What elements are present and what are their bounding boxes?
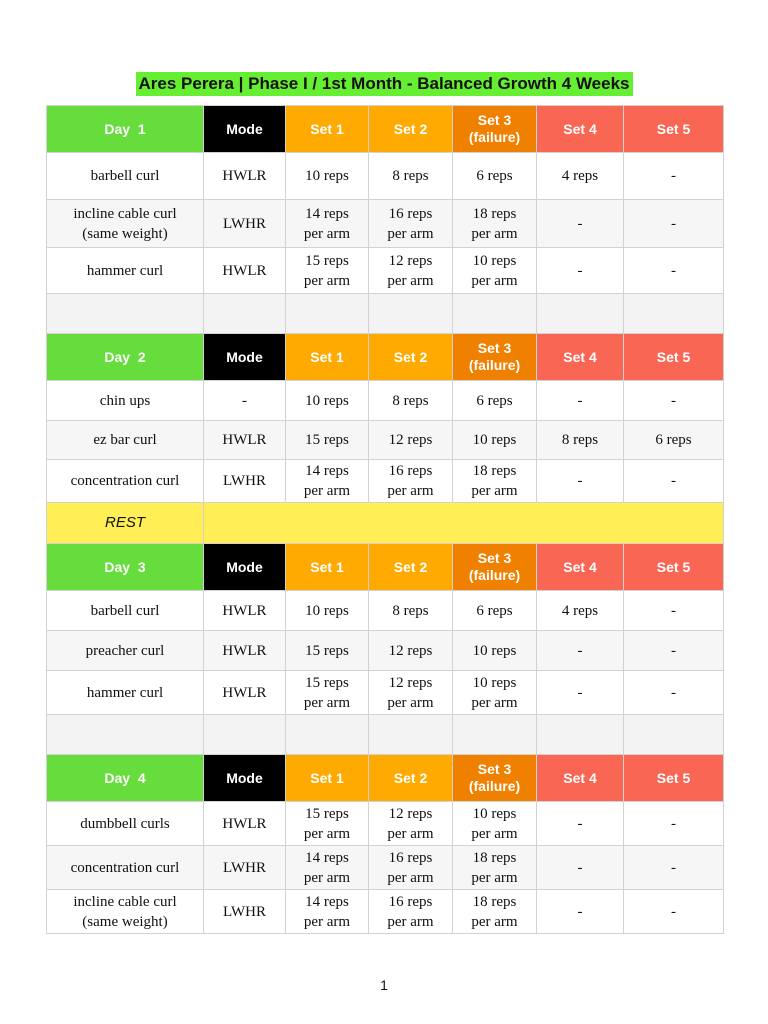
mode-header: Mode bbox=[204, 106, 286, 153]
set3-value bbox=[453, 421, 537, 460]
table-row bbox=[47, 200, 724, 248]
cell-text: 10 reps bbox=[472, 252, 517, 269]
empty-cell bbox=[204, 294, 286, 334]
set5-value bbox=[624, 846, 724, 890]
set3-value bbox=[453, 890, 537, 934]
exercise-name bbox=[47, 802, 204, 846]
set3-value bbox=[453, 631, 537, 671]
cell-text: 10 reps bbox=[472, 432, 517, 448]
empty-cell bbox=[624, 294, 724, 334]
cell-text: barbell curl bbox=[90, 168, 160, 184]
mode-value: HWLR bbox=[204, 421, 286, 460]
day-label: Day 2 bbox=[47, 334, 204, 381]
cell-text: per arm bbox=[303, 483, 351, 499]
cell-text: 10 reps bbox=[472, 805, 517, 822]
set3-header-label: Set 3 bbox=[477, 340, 512, 356]
cell-text: 18 reps bbox=[472, 849, 517, 866]
cell-text: per arm bbox=[303, 272, 351, 289]
set4-value bbox=[537, 631, 624, 671]
set4-value bbox=[537, 671, 624, 715]
cell-text: - bbox=[671, 815, 676, 832]
cell-text: 14 reps bbox=[305, 849, 349, 866]
set2-value bbox=[369, 631, 453, 671]
cell-text: - bbox=[577, 859, 583, 876]
cell-text: - bbox=[671, 859, 676, 876]
cell-text: chin ups bbox=[99, 392, 151, 409]
set1-value bbox=[286, 846, 369, 890]
set1-header: Set 1 bbox=[286, 544, 369, 591]
cell-text: per arm bbox=[471, 825, 518, 842]
set1-value bbox=[286, 890, 369, 934]
set5-header: Set 5 bbox=[624, 755, 724, 802]
set4-header: Set 4 bbox=[537, 106, 624, 153]
cell-text: 15 reps bbox=[305, 252, 349, 269]
set4-value bbox=[537, 200, 624, 248]
mode-header: Mode bbox=[204, 334, 286, 381]
set3-failure-label: (failure) bbox=[468, 129, 521, 145]
set5-header: Set 5 bbox=[624, 106, 724, 153]
mode-value: HWLR bbox=[204, 631, 286, 671]
day-header-row bbox=[47, 755, 724, 802]
exercise-name bbox=[47, 421, 204, 460]
mode-value: HWLR bbox=[204, 671, 286, 715]
table-row bbox=[47, 671, 724, 715]
table-row bbox=[47, 890, 724, 934]
set3-value bbox=[453, 846, 537, 890]
cell-text: per arm bbox=[303, 869, 351, 886]
cell-text: 18 reps bbox=[472, 463, 517, 479]
table-row bbox=[47, 631, 724, 671]
set3-value bbox=[453, 460, 537, 503]
cell-text: 14 reps bbox=[305, 893, 349, 910]
cell-text: 15 reps bbox=[305, 674, 349, 691]
cell-text: 14 reps bbox=[305, 205, 349, 222]
cell-text: - bbox=[671, 215, 676, 232]
cell-text: 10 reps bbox=[472, 642, 517, 659]
set2-value bbox=[369, 153, 453, 200]
set3-failure-label: (failure) bbox=[468, 567, 521, 583]
empty-cell bbox=[537, 715, 624, 755]
cell-text: 10 reps bbox=[305, 168, 349, 184]
set4-value bbox=[537, 846, 624, 890]
cell-text: 16 reps bbox=[388, 205, 433, 222]
cell-text: preacher curl bbox=[85, 642, 165, 659]
set1-value bbox=[286, 200, 369, 248]
set5-value bbox=[624, 671, 724, 715]
cell-text: 16 reps bbox=[388, 893, 433, 910]
cell-text: - bbox=[577, 392, 583, 409]
set2-value bbox=[369, 248, 453, 294]
exercise-name bbox=[47, 591, 204, 631]
cell-text: 6 reps bbox=[476, 602, 513, 619]
set4-value bbox=[537, 421, 624, 460]
mode-value: LWHR bbox=[204, 846, 286, 890]
set5-value bbox=[624, 460, 724, 503]
cell-text: 12 reps bbox=[388, 252, 433, 269]
cell-text: dumbbell curls bbox=[80, 815, 170, 832]
empty-cell bbox=[47, 294, 204, 334]
cell-text: incline cable curl bbox=[73, 205, 177, 222]
mode-value: HWLR bbox=[204, 248, 286, 294]
exercise-name bbox=[47, 631, 204, 671]
set2-value bbox=[369, 671, 453, 715]
set4-value bbox=[537, 460, 624, 503]
mode-value: LWHR bbox=[204, 890, 286, 934]
cell-text: 16 reps bbox=[388, 463, 433, 479]
cell-text: hammer curl bbox=[86, 684, 164, 701]
set3-failure-label: (failure) bbox=[468, 778, 521, 794]
set1-value bbox=[286, 631, 369, 671]
exercise-name bbox=[47, 671, 204, 715]
set4-header: Set 4 bbox=[537, 544, 624, 591]
set2-header: Set 2 bbox=[369, 106, 453, 153]
cell-text: per arm bbox=[471, 869, 518, 886]
cell-text: (same weight) bbox=[82, 913, 168, 930]
set5-value bbox=[624, 890, 724, 934]
cell-text: - bbox=[577, 815, 583, 832]
set4-value bbox=[537, 381, 624, 421]
empty-cell bbox=[47, 715, 204, 755]
set1-value bbox=[286, 591, 369, 631]
set3-header bbox=[453, 106, 537, 153]
workout-table bbox=[46, 105, 724, 934]
table-row bbox=[47, 248, 724, 294]
empty-cell bbox=[453, 294, 537, 334]
day-label: Day 1 bbox=[47, 106, 204, 153]
cell-text: incline cable curl bbox=[73, 893, 177, 910]
table-row bbox=[47, 802, 724, 846]
cell-text: 4 reps bbox=[561, 602, 599, 619]
set2-header: Set 2 bbox=[369, 755, 453, 802]
cell-text: per arm bbox=[387, 225, 434, 242]
cell-text: - bbox=[671, 602, 676, 619]
empty-cell bbox=[286, 294, 369, 334]
cell-text: 12 reps bbox=[388, 805, 433, 822]
set2-value bbox=[369, 381, 453, 421]
cell-text: 12 reps bbox=[388, 642, 433, 659]
cell-text: 8 reps bbox=[561, 432, 599, 448]
set1-header: Set 1 bbox=[286, 106, 369, 153]
table-row bbox=[47, 381, 724, 421]
set3-value bbox=[453, 381, 537, 421]
exercise-name bbox=[47, 153, 204, 200]
set2-value bbox=[369, 200, 453, 248]
set5-header: Set 5 bbox=[624, 544, 724, 591]
cell-text: 12 reps bbox=[388, 432, 433, 448]
cell-text: 18 reps bbox=[472, 205, 517, 222]
set5-value bbox=[624, 802, 724, 846]
set4-value bbox=[537, 153, 624, 200]
exercise-name bbox=[47, 381, 204, 421]
exercise-name bbox=[47, 890, 204, 934]
empty-cell bbox=[286, 715, 369, 755]
cell-text: 18 reps bbox=[472, 893, 517, 910]
empty-cell bbox=[453, 715, 537, 755]
set2-value bbox=[369, 890, 453, 934]
rest-fill bbox=[204, 503, 724, 544]
cell-text: 6 reps bbox=[476, 392, 513, 409]
cell-text: 15 reps bbox=[305, 432, 349, 448]
cell-text: - bbox=[671, 262, 676, 279]
set5-value bbox=[624, 381, 724, 421]
blank-row bbox=[47, 294, 724, 334]
cell-text: 15 reps bbox=[305, 642, 349, 659]
cell-text: 8 reps bbox=[392, 168, 429, 184]
set5-value bbox=[624, 591, 724, 631]
day-header-row bbox=[47, 544, 724, 591]
set5-value bbox=[624, 248, 724, 294]
mode-value: HWLR bbox=[204, 591, 286, 631]
cell-text: hammer curl bbox=[86, 262, 164, 279]
cell-text: - bbox=[671, 473, 676, 489]
cell-text: - bbox=[577, 642, 583, 659]
cell-text: per arm bbox=[387, 694, 434, 711]
set3-value bbox=[453, 153, 537, 200]
cell-text: 6 reps bbox=[476, 168, 513, 184]
blank-row bbox=[47, 715, 724, 755]
cell-text: 4 reps bbox=[561, 168, 599, 184]
cell-text: per arm bbox=[387, 483, 434, 499]
cell-text: per arm bbox=[387, 913, 434, 930]
set3-value bbox=[453, 591, 537, 631]
set4-value bbox=[537, 591, 624, 631]
cell-text: concentration curl bbox=[70, 859, 180, 876]
cell-text: - bbox=[577, 903, 583, 920]
cell-text: - bbox=[671, 168, 676, 184]
day-header-row bbox=[47, 334, 724, 381]
cell-text: - bbox=[577, 473, 583, 489]
set1-value bbox=[286, 421, 369, 460]
cell-text: (same weight) bbox=[82, 225, 168, 242]
cell-text: per arm bbox=[303, 225, 351, 242]
cell-text: 12 reps bbox=[388, 674, 433, 691]
cell-text: per arm bbox=[387, 869, 434, 886]
set3-value bbox=[453, 200, 537, 248]
cell-text: 16 reps bbox=[388, 849, 433, 866]
cell-text: per arm bbox=[387, 825, 434, 842]
set2-value bbox=[369, 802, 453, 846]
exercise-name bbox=[47, 200, 204, 248]
day-label: Day 4 bbox=[47, 755, 204, 802]
cell-text: per arm bbox=[303, 694, 351, 711]
cell-text: per arm bbox=[387, 272, 434, 289]
cell-text: 15 reps bbox=[305, 805, 349, 822]
page-title: Ares Perera | Phase I / 1st Month - Balanced Growth 4 Weeks bbox=[136, 72, 633, 96]
mode-value: HWLR bbox=[204, 153, 286, 200]
cell-text: barbell curl bbox=[90, 602, 160, 619]
set3-header-label: Set 3 bbox=[477, 761, 512, 777]
set3-header bbox=[453, 334, 537, 381]
cell-text: 10 reps bbox=[305, 602, 349, 619]
mode-value: - bbox=[204, 381, 286, 421]
day-header-row bbox=[47, 106, 724, 153]
set2-value bbox=[369, 591, 453, 631]
exercise-name bbox=[47, 460, 204, 503]
set5-value bbox=[624, 421, 724, 460]
set1-header: Set 1 bbox=[286, 334, 369, 381]
set2-value bbox=[369, 421, 453, 460]
set5-value bbox=[624, 200, 724, 248]
set3-header-label: Set 3 bbox=[477, 112, 512, 128]
empty-cell bbox=[537, 294, 624, 334]
cell-text: - bbox=[671, 642, 676, 659]
set3-value bbox=[453, 802, 537, 846]
cell-text: per arm bbox=[303, 913, 351, 930]
set1-value bbox=[286, 248, 369, 294]
set4-value bbox=[537, 802, 624, 846]
set3-value bbox=[453, 671, 537, 715]
cell-text: - bbox=[671, 684, 676, 701]
exercise-name bbox=[47, 248, 204, 294]
exercise-name bbox=[47, 846, 204, 890]
set1-value bbox=[286, 802, 369, 846]
page-number: 1 bbox=[380, 977, 388, 993]
cell-text: - bbox=[671, 903, 676, 920]
rest-row bbox=[47, 503, 724, 544]
set5-value bbox=[624, 153, 724, 200]
set1-value bbox=[286, 153, 369, 200]
table-row bbox=[47, 153, 724, 200]
set1-value bbox=[286, 671, 369, 715]
rest-label: REST bbox=[47, 503, 204, 544]
cell-text: per arm bbox=[471, 225, 518, 242]
mode-value: LWHR bbox=[204, 460, 286, 503]
set5-header: Set 5 bbox=[624, 334, 724, 381]
set4-header: Set 4 bbox=[537, 334, 624, 381]
cell-text: - bbox=[577, 215, 583, 232]
cell-text: per arm bbox=[471, 694, 518, 711]
cell-text: - bbox=[577, 684, 583, 701]
set1-value bbox=[286, 460, 369, 503]
day-label: Day 3 bbox=[47, 544, 204, 591]
cell-text: concentration curl bbox=[70, 473, 180, 489]
set4-header: Set 4 bbox=[537, 755, 624, 802]
mode-header: Mode bbox=[204, 544, 286, 591]
cell-text: 10 reps bbox=[305, 392, 349, 409]
set3-failure-label: (failure) bbox=[468, 357, 521, 373]
set2-value bbox=[369, 460, 453, 503]
mode-header: Mode bbox=[204, 755, 286, 802]
cell-text: 6 reps bbox=[655, 432, 692, 448]
set1-header: Set 1 bbox=[286, 755, 369, 802]
set4-value bbox=[537, 248, 624, 294]
table-row bbox=[47, 421, 724, 460]
cell-text: per arm bbox=[471, 913, 518, 930]
cell-text: - bbox=[671, 392, 676, 409]
set2-value bbox=[369, 846, 453, 890]
cell-text: 8 reps bbox=[392, 392, 429, 409]
table-row bbox=[47, 460, 724, 503]
set3-header bbox=[453, 755, 537, 802]
set2-header: Set 2 bbox=[369, 334, 453, 381]
cell-text: per arm bbox=[471, 272, 518, 289]
table-row bbox=[47, 591, 724, 631]
cell-text: 14 reps bbox=[305, 463, 349, 479]
cell-text: per arm bbox=[303, 825, 351, 842]
empty-cell bbox=[204, 715, 286, 755]
cell-text: - bbox=[577, 262, 583, 279]
empty-cell bbox=[624, 715, 724, 755]
cell-text: per arm bbox=[471, 483, 518, 499]
set1-value bbox=[286, 381, 369, 421]
cell-text: 8 reps bbox=[392, 602, 429, 619]
empty-cell bbox=[369, 294, 453, 334]
set3-value bbox=[453, 248, 537, 294]
set3-header bbox=[453, 544, 537, 591]
set5-value bbox=[624, 631, 724, 671]
set3-header-label: Set 3 bbox=[477, 550, 512, 566]
mode-value: LWHR bbox=[204, 200, 286, 248]
table-row bbox=[47, 846, 724, 890]
set2-header: Set 2 bbox=[369, 544, 453, 591]
cell-text: 10 reps bbox=[472, 674, 517, 691]
mode-value: HWLR bbox=[204, 802, 286, 846]
empty-cell bbox=[369, 715, 453, 755]
cell-text: ez bar curl bbox=[93, 432, 157, 448]
set4-value bbox=[537, 890, 624, 934]
